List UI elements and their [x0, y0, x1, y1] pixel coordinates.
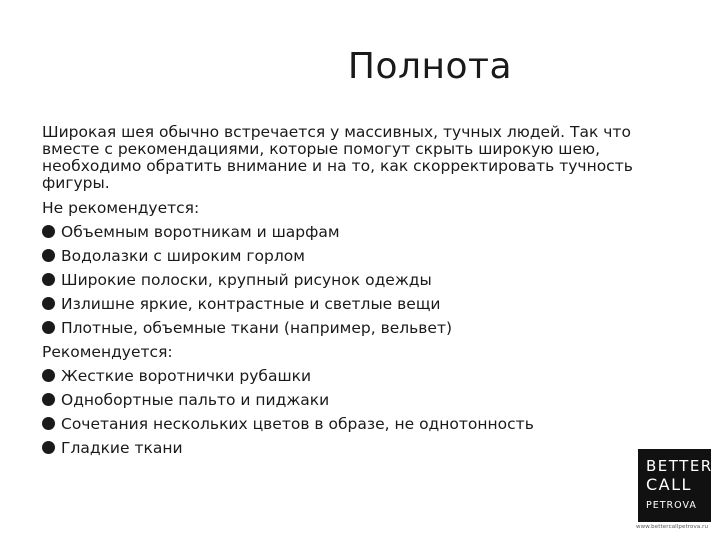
intro-paragraph: Широкая шея обычно встречается у массивных, тучных людей. Так что вместе с рекомендациями, которые помогут скрыть широкую шею, необходимо обратить внимание и на то, как скорректировать тучность фигуры. [42, 123, 633, 192]
logo-line-call: CALL [646, 475, 692, 494]
list-item-text: Излишне яркие, контрастные и светлые вещи [61, 295, 441, 313]
list-item-text: Объемным воротникам и шарфам [61, 223, 340, 241]
logo-line-better: BETTER [646, 457, 713, 475]
list-item [42, 268, 682, 292]
bullet-icon [42, 393, 55, 406]
bullet-icon [42, 225, 55, 238]
list-item-text: Широкие полоски, крупный рисунок одежды [61, 271, 432, 289]
bullet-icon [42, 321, 55, 334]
logo-line-petrova: PETROVA [646, 500, 697, 511]
recommended-heading: Рекомендуется: [42, 343, 173, 361]
list-item [42, 364, 682, 388]
list-item [42, 436, 682, 460]
list-item [42, 220, 682, 244]
list-item [42, 244, 682, 268]
slide-body [42, 124, 682, 460]
recommended-list [42, 364, 682, 460]
bullet-icon [42, 273, 55, 286]
list-item-text: Гладкие ткани [61, 439, 183, 457]
brand-logo [638, 449, 711, 522]
list-item-text: Плотные, объемные ткани (например, вельвет) [61, 319, 453, 337]
list-item-text: Жесткие воротнички рубашки [61, 367, 312, 385]
list-item-text: Однобортные пальто и пиджаки [61, 391, 330, 409]
bullet-icon [42, 249, 55, 262]
slide-title: Полнота [347, 46, 513, 87]
not-recommended-list [42, 220, 682, 340]
website-caption: www.betterсallpetrova.ru [636, 524, 709, 530]
list-item [42, 412, 682, 436]
bullet-icon [42, 417, 55, 430]
bullet-icon [42, 297, 55, 310]
list-item-text: Сочетания нескольких цветов в образе, не однотонность [61, 415, 534, 433]
bullet-icon [42, 369, 55, 382]
list-item [42, 388, 682, 412]
not-recommended-heading: Не рекомендуется: [42, 199, 200, 217]
list-item [42, 316, 682, 340]
list-item [42, 292, 682, 316]
bullet-icon [42, 441, 55, 454]
list-item-text: Водолазки с широким горлом [61, 247, 305, 265]
